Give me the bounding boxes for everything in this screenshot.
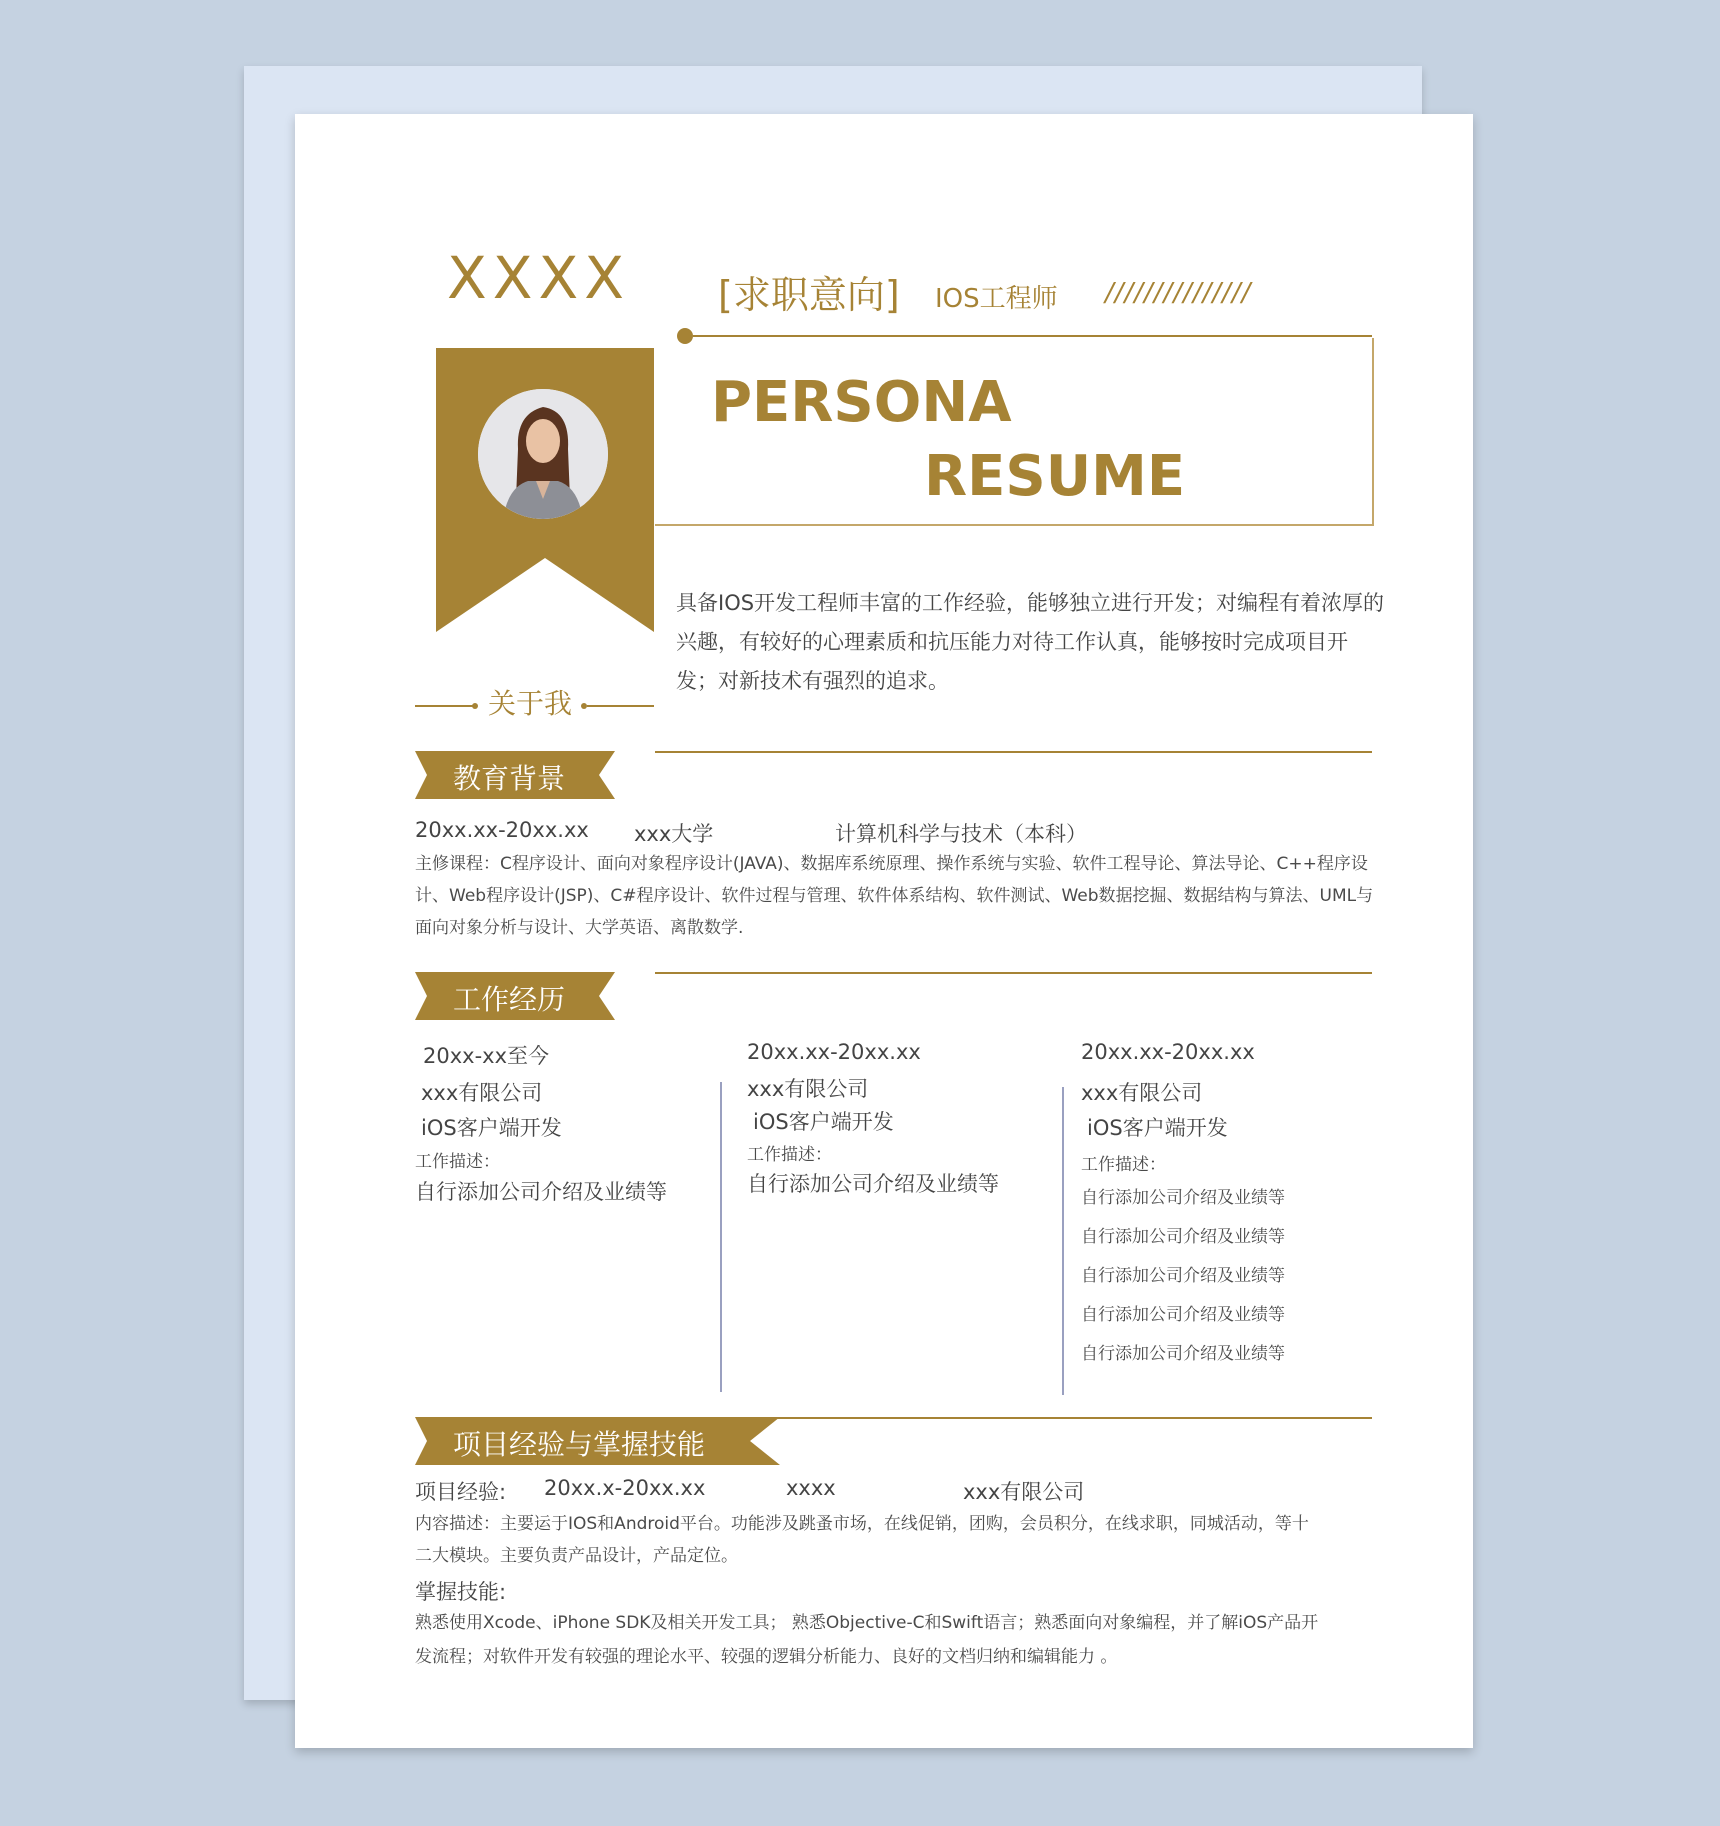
intent-label: [求职意向] — [718, 273, 900, 317]
job1-desc-label: 工作描述： — [415, 1152, 500, 1172]
job3-desc-item: 自行添加公司介绍及业绩等 — [1081, 1305, 1285, 1325]
job3-desc-label: 工作描述： — [1081, 1155, 1166, 1175]
resume-page — [295, 114, 1473, 1748]
about-dot-left — [472, 703, 478, 709]
about-summary: 具备IOS开发工程师丰富的工作经验，能够独立进行开发；对编程有着浓厚的兴趣，有较好的心理素质和抗压能力对待工作认真，能够按时完成项目开发；对新技术有强烈的追求。 — [676, 591, 1385, 693]
applicant-name: XXXX — [447, 244, 630, 312]
title-top-line — [693, 335, 1372, 337]
portrait-image — [478, 389, 608, 519]
project-company: xxx有限公司 — [963, 1480, 1085, 1504]
project-name: xxxx — [786, 1476, 836, 1500]
work-title: 工作经历 — [453, 983, 566, 1016]
job2-role: iOS客户端开发 — [753, 1110, 894, 1134]
job3-desc-item: 自行添加公司介绍及业绩等 — [1081, 1188, 1285, 1208]
project-period: 20xx.x-20xx.xx — [544, 1476, 706, 1500]
job2-desc: 自行添加公司介绍及业绩等 — [747, 1172, 999, 1196]
work-header — [415, 972, 615, 1020]
skills-label: 掌握技能: — [415, 1580, 507, 1604]
about-line-right — [587, 705, 654, 707]
title-line2: RESUME — [924, 444, 1186, 509]
project-header — [415, 1417, 780, 1465]
job3-company: xxx有限公司 — [1081, 1081, 1203, 1105]
education-major: 计算机科学与技术（本科） — [835, 822, 1087, 846]
education-courses: 主修课程：C程序设计、面向对象程序设计(JAVA)、数据库系统原理、操作系统与实验、软件工程导论、算法导论、C++程序设计、Web程序设计(JSP)、C#程序设计、软件过程与管理、软件体系结构、软件测试、Web数据挖掘、数据结构与算法、UML与面向对象分析与设计、大学英语、离散数学. — [415, 854, 1374, 938]
job2-company: xxx有限公司 — [747, 1077, 869, 1101]
job1-period: 20xx-xx至今 — [423, 1044, 550, 1068]
project-label: 项目经验: — [415, 1480, 507, 1504]
work-column-divider-1 — [720, 1082, 722, 1392]
job1-company: xxx有限公司 — [421, 1081, 543, 1105]
work-column-divider-2 — [1062, 1087, 1064, 1395]
job1-role: iOS客户端开发 — [421, 1116, 562, 1140]
job3-role: iOS客户端开发 — [1087, 1116, 1228, 1140]
education-school: xxx大学 — [634, 822, 714, 846]
about-label: 关于我 — [488, 687, 573, 720]
job1-desc: 自行添加公司介绍及业绩等 — [415, 1180, 667, 1204]
project-content: 内容描述：主要运于IOS和Android平台。功能涉及跳蚤市场，在线促销，团购，会员积分，在线求职，同城活动，等十二大模块。主要负责产品设计，产品定位。 — [415, 1514, 1309, 1566]
decor-slashes: /////////////// — [1105, 278, 1252, 308]
skills-text: 熟悉使用Xcode、iPhone SDK及相关开发工具； 熟悉Objective-C和Swift语言；熟悉面向对象编程，并了解iOS产品开发流程；对软件开发有较强的理论水平、较强的逻辑分析能力、良好的文档归纳和编辑能力 。 — [415, 1613, 1319, 1667]
education-header — [415, 751, 615, 799]
intent-value: IOS工程师 — [935, 284, 1058, 314]
job2-desc-label: 工作描述： — [747, 1145, 832, 1165]
work-divider — [655, 972, 1372, 974]
education-title: 教育背景 — [453, 762, 566, 795]
education-period: 20xx.xx-20xx.xx — [415, 818, 589, 842]
education-divider — [655, 751, 1372, 753]
about-line-left — [415, 705, 473, 707]
title-line1: PERSONA — [711, 370, 1012, 435]
job3-desc-item: 自行添加公司介绍及业绩等 — [1081, 1344, 1285, 1364]
job3-period: 20xx.xx-20xx.xx — [1081, 1040, 1255, 1064]
avatar — [478, 389, 608, 519]
job2-period: 20xx.xx-20xx.xx — [747, 1040, 921, 1064]
project-title: 项目经验与掌握技能 — [453, 1428, 706, 1461]
job3-desc-item: 自行添加公司介绍及业绩等 — [1081, 1227, 1285, 1247]
job3-desc-item: 自行添加公司介绍及业绩等 — [1081, 1266, 1285, 1286]
